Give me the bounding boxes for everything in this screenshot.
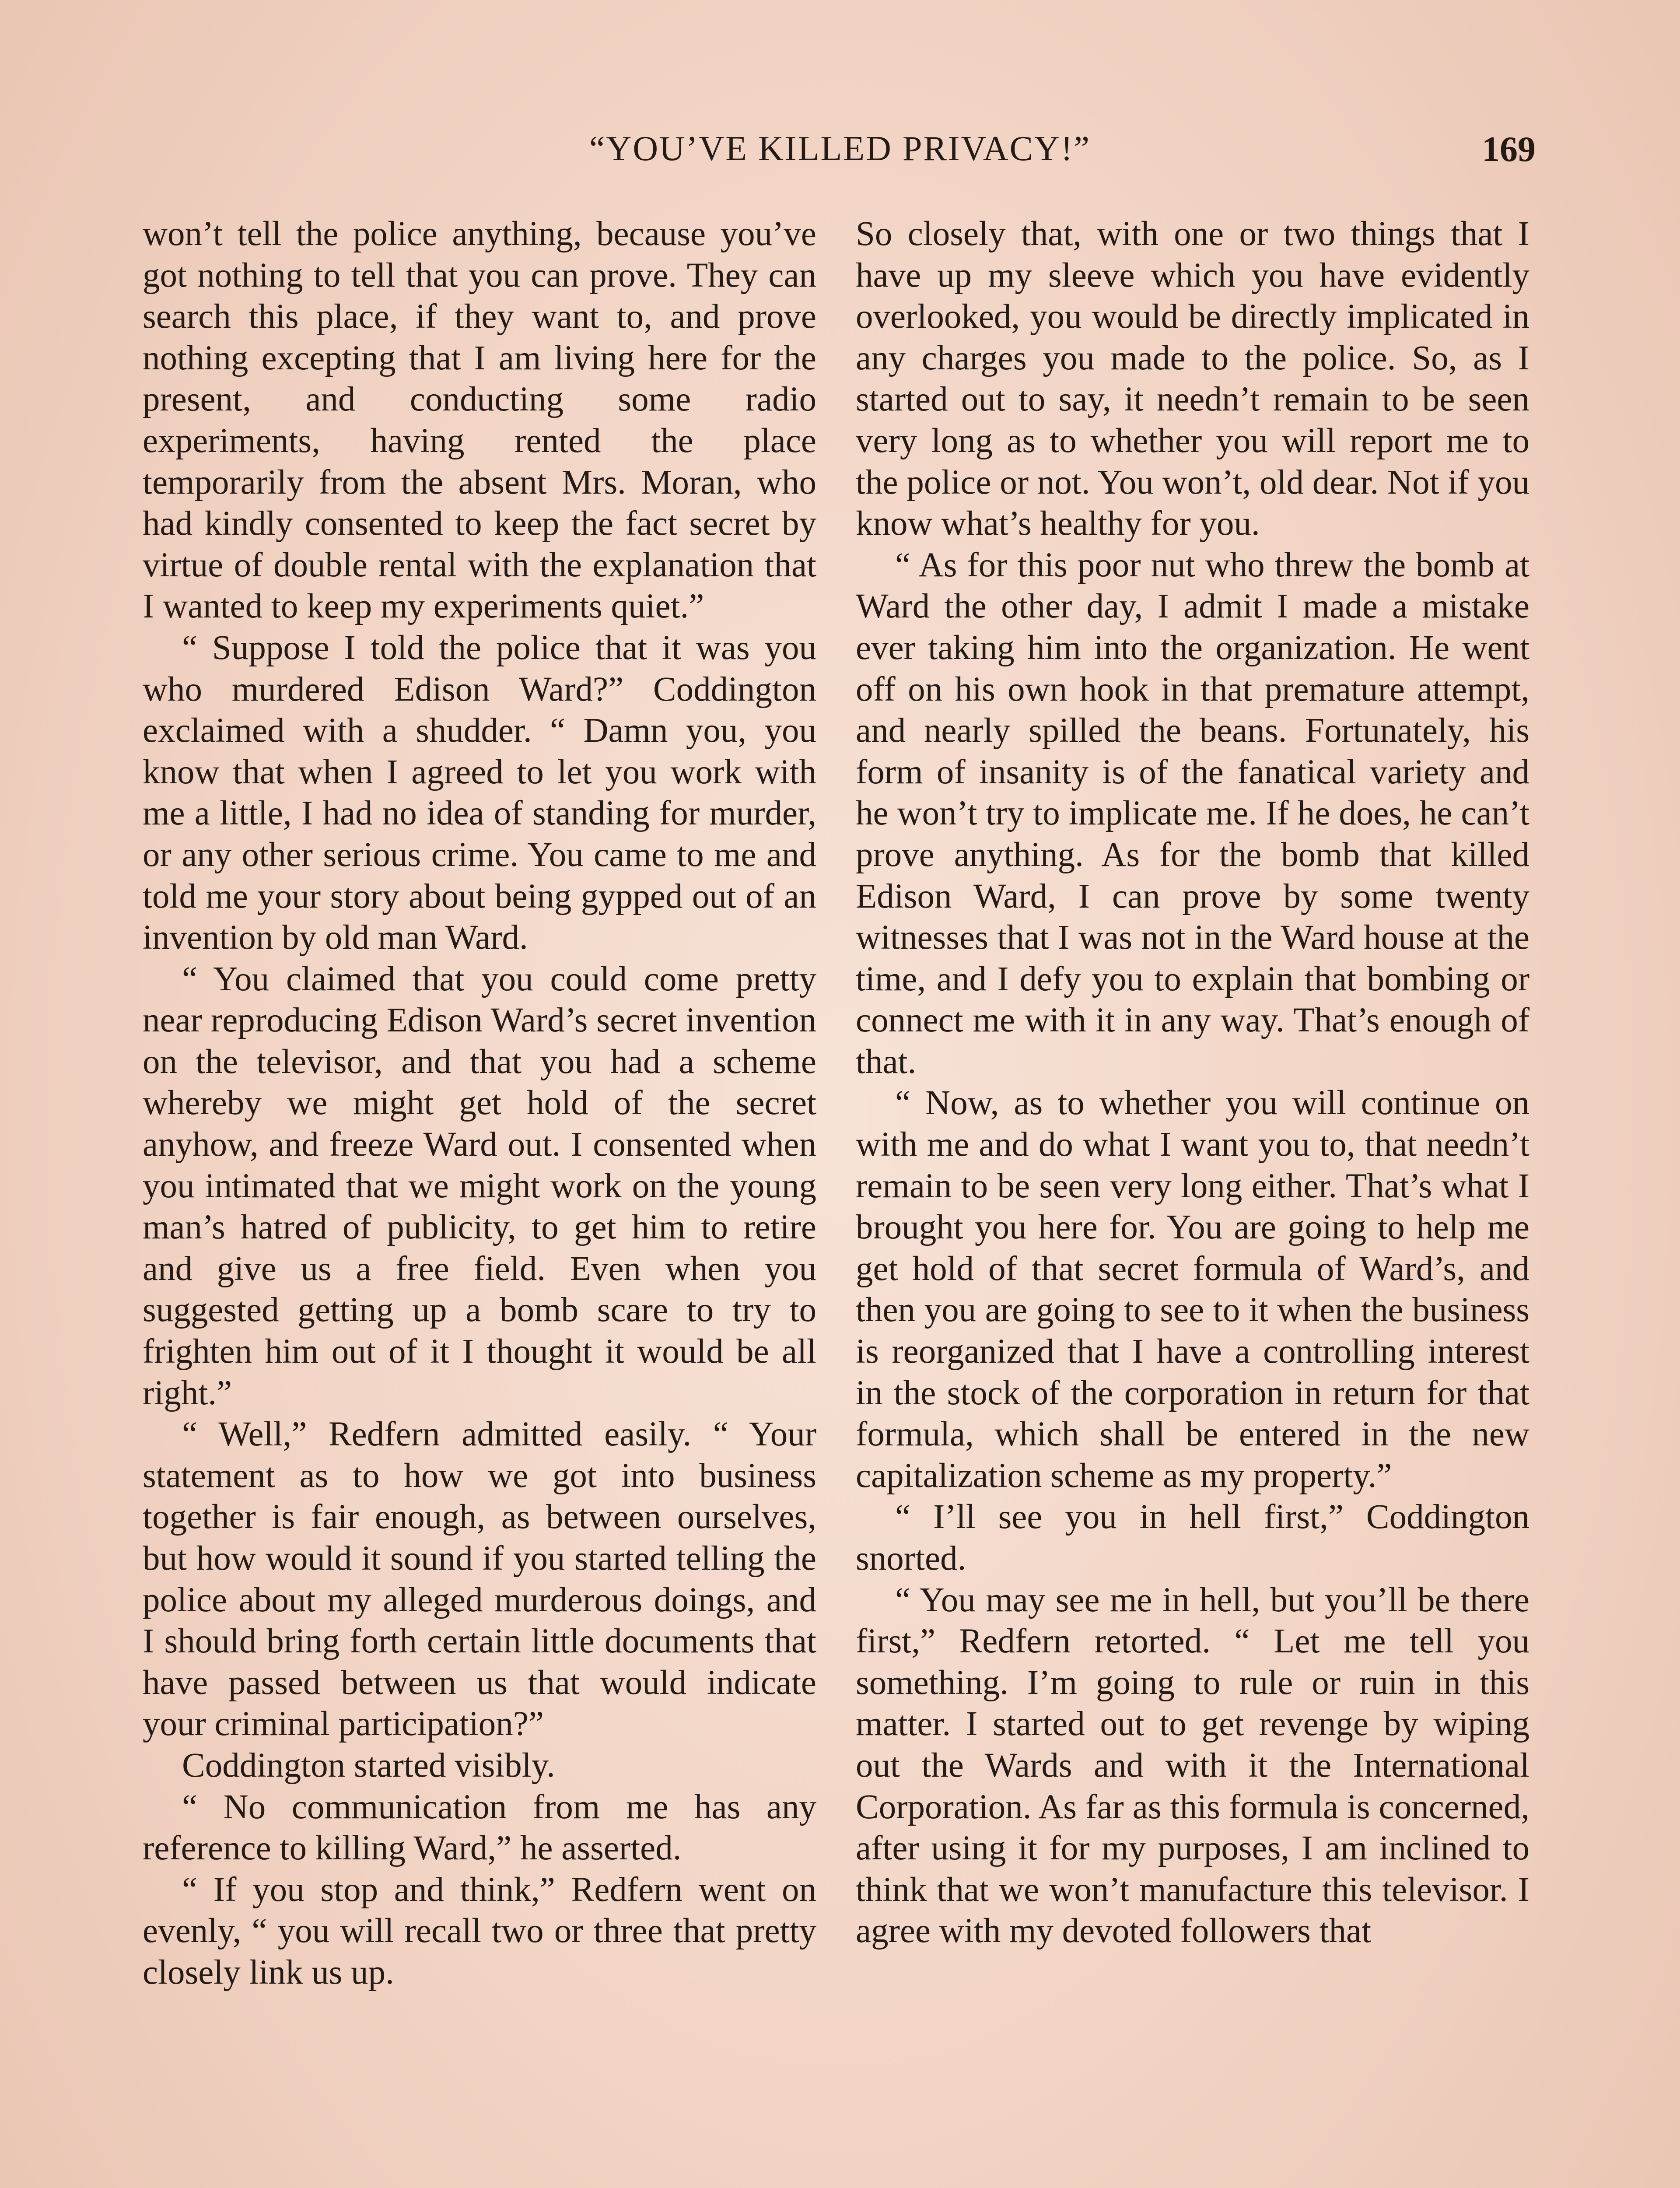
paragraph: “ As for this poor nut who threw the bomb at Ward the other day, I admit I made a mistake ever taking him into the organization. He went off on his own hook in that premature attempt, and nearly spilled the beans. Fortunately, his form of insanity is of the fanatical variety and he won’t try to implicate me. If he does, he can’t prove anything. As for the bomb that killed Edison Ward, I can prove by some twenty witnesses that I was not in the Ward house at the time, and I defy you to explain that bombing or connect me with it in any way. That’s enough of that. <box>856 546 1530 1081</box>
paragraph: “ I’ll see you in hell first,” Coddington snorted. <box>856 1498 1530 1578</box>
paragraph: “ Now, as to whether you will continue on with me and do what I want you to, that needn’t remain to be seen very long either. That’s what I brought you here for. You are going to help me get hold of that secret formula of Ward’s, and then you are going to see to it when the business is reorganized that I have a controlling interest in the stock of the corporation in return for that formula, which shall be entered in the new capitalization scheme as my property.” <box>856 1084 1530 1495</box>
paragraph: “ If you stop and think,” Redfern went on evenly, “ you will recall two or three that pretty closely link us up. <box>143 1870 816 1992</box>
left-column <box>143 214 816 2188</box>
paragraph: “ You claimed that you could come pretty near reproducing Edison Ward’s secret invention on the televisor, and that you had a scheme whereby we might get hold of the secret anyhow, and freeze Ward out. I consented when you intimated that we might work on the young man’s hatred of publicity, to get him to retire and give us a free field. Even when you suggested getting up a bomb scare to try to frighten him out of it I thought it would be all right.” <box>143 960 816 1412</box>
paragraph: “ Well,” Redfern admitted easily. “ Your statement as to how we got into business together is fair enough, as between ourselves, but how would it sound if you started telling the police about my alleged murderous doings, and I should bring forth certain little documents that have passed between us that would indicate your criminal participation?” <box>143 1415 816 1743</box>
paragraph: Coddington started visibly. <box>182 1746 555 1785</box>
paragraph: So closely that, with one or two things that I have up my sleeve which you have evidently overlooked, you would be directly implicated in any charges you made to the police. So, as I started out to say, it needn’t remain to be seen very long as to whether you will report me to the police or not. You won’t, old dear. Not if you know what’s healthy for you. <box>856 215 1530 543</box>
page-number: 169 <box>1482 129 1536 169</box>
paragraph: “ Suppose I told the police that it was you who murdered Edison Ward?” Coddington exclaimed with a shudder. “ Damn you, you know that when I agreed to let you work with me a little, I had no idea of standing for murder, or any other serious crime. You came to me and told me your story about being gypped out of an invention by old man Ward. <box>143 628 816 957</box>
paragraph: won’t tell the police anything, because you’ve got nothing to tell that you can prove. They can search this place, if they want to, and prove nothing excepting that I am living here for the present, and conducting some radio experiments, having rented the place temporarily from the absent Mrs. Moran, who had kindly consented to keep the fact secret by virtue of double rental with the explanation that I wanted to keep my experiments quiet.” <box>143 215 816 626</box>
right-column <box>856 214 1530 2188</box>
paragraph: “ You may see me in hell, but you’ll be there first,” Redfern retorted. “ Let me tell you something. I’m going to rule or ruin in this matter. I started out to get revenge by wiping out the Wards and with it the International Corporation. As far as this formula is concerned, after using it for my purposes, I am inclined to think that we won’t manufacture this televisor. I agree with my devoted followers that <box>856 1581 1530 1950</box>
running-title: “YOU’VE KILLED PRIVACY!” <box>589 130 1091 168</box>
paragraph: “ No communication from me has any reference to killing Ward,” he asserted. <box>143 1788 816 1868</box>
